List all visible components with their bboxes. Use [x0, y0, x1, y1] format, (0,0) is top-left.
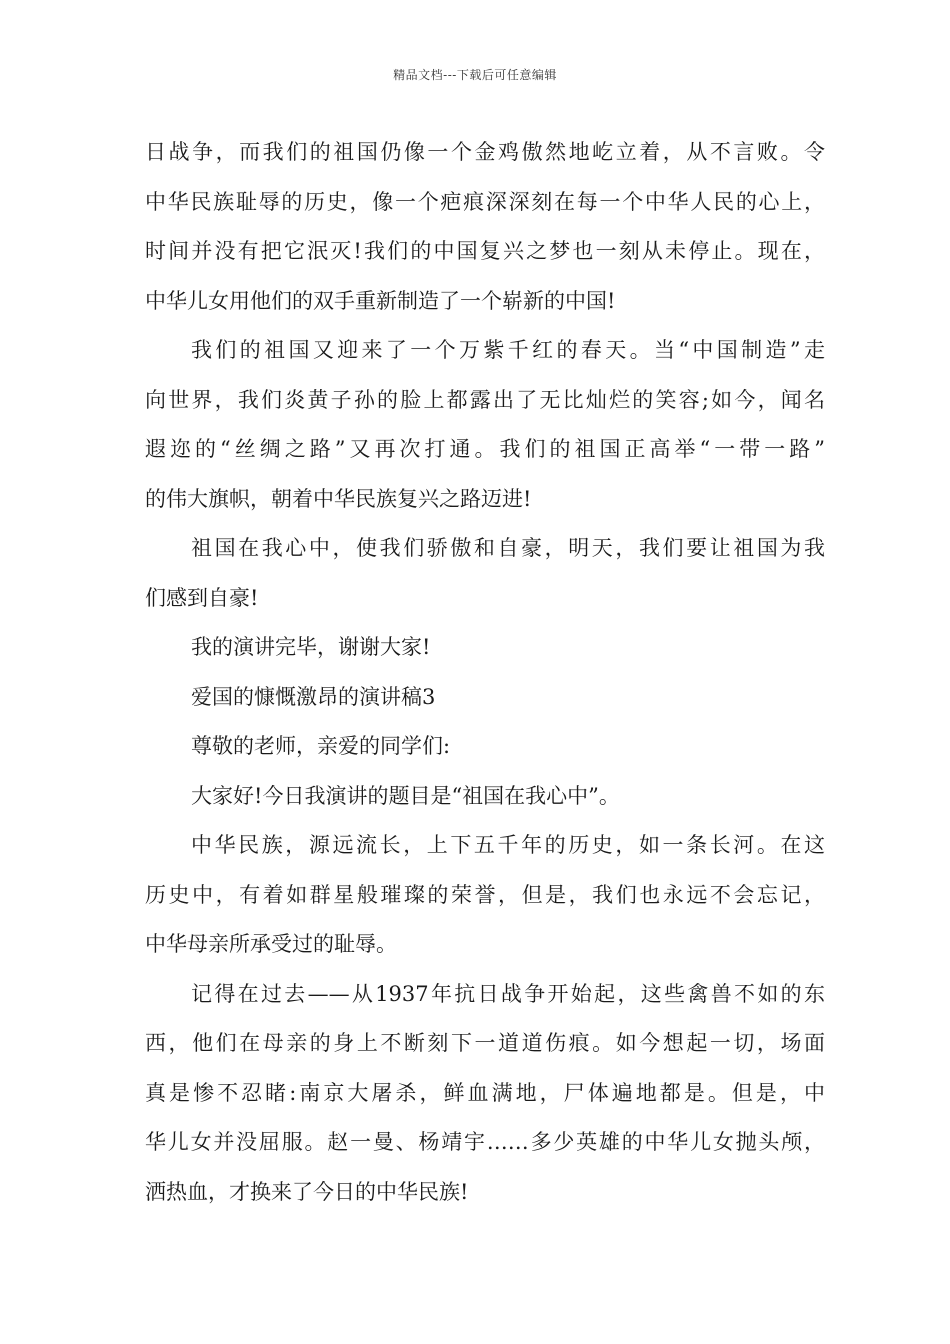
text-line: 遐迩的“丝绸之路”又再次打通。我们的祖国正高举“一带一路”	[145, 437, 825, 461]
text-line: 向世界，我们炎黄子孙的脸上都露出了无比灿烂的笑容;如今，闻名	[145, 387, 825, 412]
text-line: 我的演讲完毕，谢谢大家!	[191, 635, 431, 659]
text-line: 大家好!今日我演讲的题目是“祖国在我心中”。	[191, 783, 620, 808]
text-line: 们感到自豪!	[145, 585, 259, 610]
text-line: 真是惨不忍睹:南京大屠杀，鲜血满地，尸体遍地都是。但是，中	[145, 1080, 825, 1105]
text-line: 时间并没有把它泯灭!我们的中国复兴之梦也一刻从未停止。现在，	[145, 239, 825, 263]
document-body	[145, 128, 825, 1217]
page-header: 精品文档---下载后可任意编辑	[393, 68, 557, 82]
text-line: 我们的祖国又迎来了一个万紫千红的春天。当“中国制造”走	[191, 338, 825, 362]
text-line: 日战争，而我们的祖国仍像一个金鸡傲然地屹立着，从不言败。令	[145, 140, 825, 164]
text-line: 祖国在我心中，使我们骄傲和自豪，明天，我们要让祖国为我	[191, 536, 825, 560]
text-line: 中华民族耻辱的历史，像一个疤痕深深刻在每一个中华人民的心上，	[145, 189, 825, 214]
text-line: 历史中，有着如群星般璀璨的荣誉，但是，我们也永远不会忘记，	[145, 882, 825, 907]
text-line: 的伟大旗帜，朝着中华民族复兴之路迈进!	[145, 486, 532, 511]
text-line: 尊敬的老师，亲爱的同学们:	[191, 734, 451, 758]
text-line: 中华母亲所承受过的耻辱。	[145, 932, 397, 956]
text-line: 中华儿女用他们的双手重新制造了一个崭新的中国!	[145, 288, 616, 313]
text-line: 中华民族，源远流长，上下五千年的历史，如一条长河。在这	[191, 833, 825, 857]
text-line: 西，他们在母亲的身上不断刻下一道道伤痕。如今想起一切，场面	[145, 1031, 825, 1055]
text-line: 记得在过去——从1937年抗日战争开始起，这些禽兽不如的东	[191, 981, 825, 1006]
text-line: 爱国的慷慨激昂的演讲稿3	[191, 684, 436, 709]
text-line: 洒热血，才换来了今日的中华民族!	[145, 1179, 469, 1204]
text-line: 华儿女并没屈服。赵一曼、杨靖宇……多少英雄的中华儿女抛头颅，	[145, 1130, 825, 1154]
